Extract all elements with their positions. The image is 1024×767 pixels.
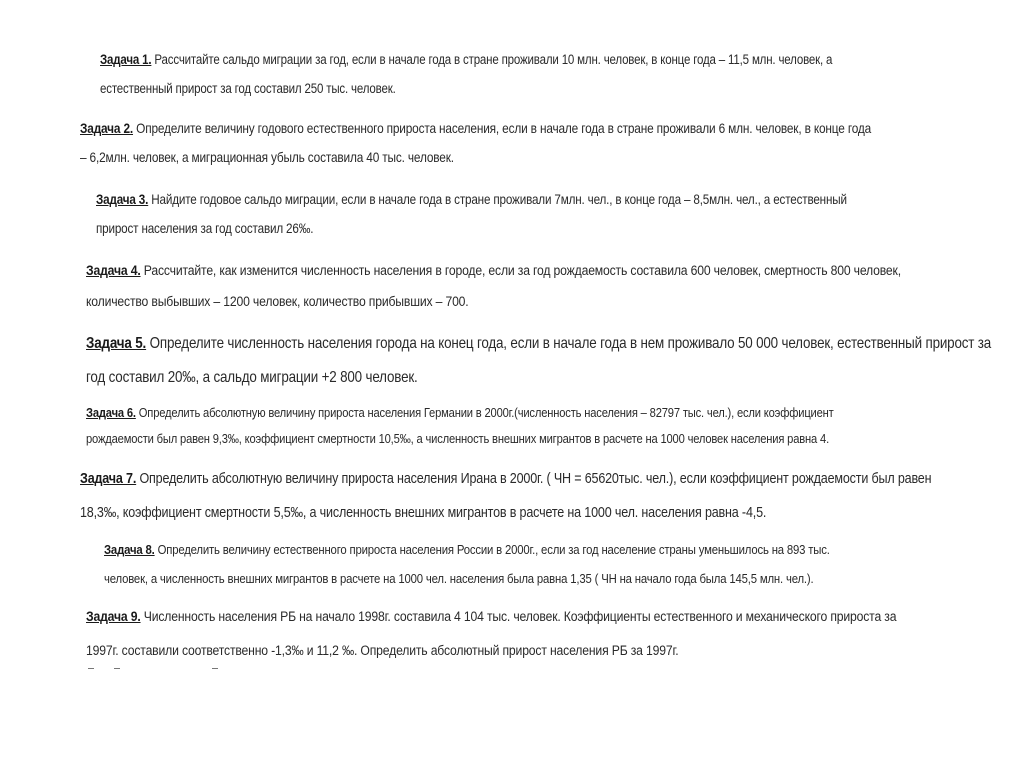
task-9-text-1: Численность населения РБ на начало 1998г. составила 4 104 тыс. человек. Коэффициенты естественного и механического прироста за (140, 609, 897, 625)
task-1-label: Задача 1. (100, 52, 152, 67)
task-8-paragraph (104, 535, 830, 593)
task-5-line-1 (86, 327, 991, 361)
task-8-text-1: Определить величину естественного прироста населения России в 2000г., если за год население страны уменьшилось на 893 тыс. (154, 542, 830, 557)
task-3-line-1 (96, 185, 847, 214)
task-2-line-2: – 6,2млн. человек, а миграционная убыль составила 40 тыс. человек. (80, 150, 454, 165)
task-4-paragraph (86, 256, 901, 318)
task-2-text-1: Определите величину годового естественного прироста населения, если в начале года в стране проживали 6 млн. человек, в конце года (133, 121, 872, 136)
task-1-line-1 (100, 45, 832, 74)
task-9-paragraph (86, 600, 896, 668)
task-4-line-1 (86, 256, 901, 287)
task-7-line-1 (80, 462, 931, 496)
task-5-label: Задача 5. (86, 335, 147, 352)
task-1-text-1: Рассчитайте сальдо миграции за год, если в начале года в стране проживали 10 млн. человек, в конце года – 11,5 млн. человек, а (151, 52, 833, 67)
dash-mark (212, 668, 218, 669)
task-9-line-2: 1997г. составили соответственно -1,3‰ и 11,2 ‰. Определить абсолютный прирост населения РБ за 1997г. (86, 643, 679, 659)
task-8-line-2: человек, а численность внешних мигрантов в расчете на 1000 чел. населения была равна 1,35 ( ЧН на начало года была 145,5 млн. чел.). (104, 571, 814, 586)
task-5-line-2: год составил 20‰, а сальдо миграции +2 800 человек. (86, 369, 418, 386)
task-4-line-2: количество выбывших – 1200 человек, количество прибывших – 700. (86, 294, 469, 310)
task-6-text-1: Определить абсолютную величину прироста населения Германии в 2000г.(численность населения – 82797 тыс. чел.), если коэффициент (135, 405, 834, 420)
task-4-label: Задача 4. (86, 263, 141, 279)
task-3-label: Задача 3. (96, 192, 149, 207)
task-3-text-1: Найдите годовое сальдо миграции, если в начале года в стране проживали 7млн. чел., в конце года – 8,5млн. чел., а естественный (148, 192, 847, 207)
task-7-label: Задача 7. (80, 471, 137, 487)
task-5-text-1: Определите численность населения города на конец года, если в начале года в нем проживало 50 000 человек, естественный прирост за (146, 335, 992, 352)
task-3-line-2: прирост населения за год составил 26‰. (96, 221, 314, 236)
task-2-line-1 (80, 114, 871, 143)
task-4-text-1: Рассчитайте, как изменится численность населения в городе, если за год рождаемость составила 600 человек, смертность 800 человек, (140, 263, 901, 279)
task-1-paragraph (100, 45, 832, 103)
task-9-line-1 (86, 600, 896, 634)
task-8-label: Задача 8. (104, 542, 155, 557)
task-3-paragraph (96, 185, 847, 243)
task-6-paragraph (86, 400, 834, 452)
task-7-line-2: 18,3‰, коэффициент смертности 5,5‰, а численность внешних мигрантов в расчете на 1000 чел. населения равна -4,5. (80, 505, 767, 521)
task-6-line-2: рождаемости был равен 9,3‰, коэффициент смертности 10,5‰, а численность внешних мигрантов в расчете на 1000 человек населения равна 4. (86, 431, 830, 446)
task-2-label: Задача 2. (80, 121, 134, 136)
trailing-dash-marks (88, 666, 228, 672)
task-6-line-1 (86, 400, 834, 426)
task-9-label: Задача 9. (86, 609, 141, 625)
task-5-paragraph (86, 327, 991, 395)
task-2-paragraph (80, 114, 871, 172)
task-1-line-2: естественный прирост за год составил 250 тыс. человек. (100, 81, 396, 96)
task-6-label: Задача 6. (86, 405, 136, 420)
dash-mark (88, 668, 94, 669)
task-7-paragraph (80, 462, 931, 530)
task-7-text-1: Определить абсолютную величину прироста населения Ирана в 2000г. ( ЧН = 65620тыс. чел.), если коэффициент рождаемости был равен (136, 471, 932, 487)
task-8-line-1 (104, 535, 830, 564)
dash-mark (114, 668, 120, 669)
